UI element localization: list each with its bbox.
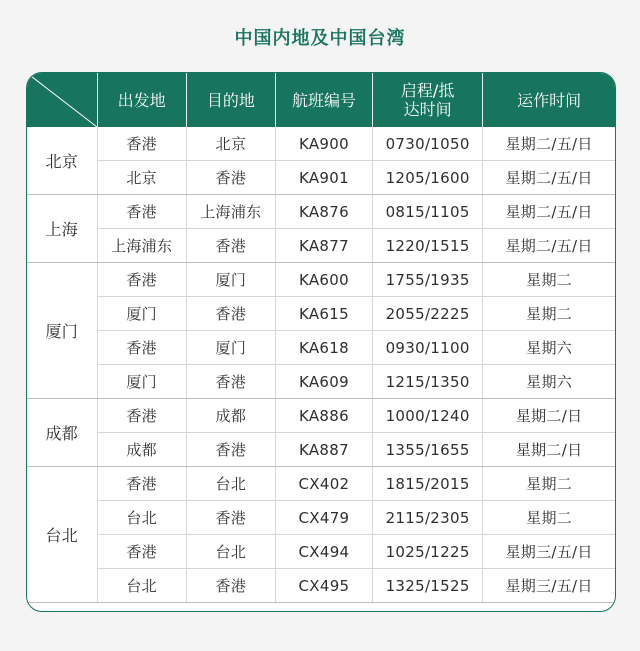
table-row: [27, 229, 615, 263]
header-destination: 目的地: [186, 73, 275, 127]
operating-days-cell: 星期三/五/日: [483, 535, 615, 569]
header-departure-arrival-time: [373, 73, 483, 127]
table-row: [27, 467, 615, 501]
header-flight-number: 航班编号: [275, 73, 372, 127]
time-cell: 1025/1225: [373, 535, 483, 569]
page-title: 中国内地及中国台湾: [234, 28, 406, 49]
departure-cell: 台北: [97, 501, 186, 535]
flight-number-cell: KA901: [275, 161, 372, 195]
operating-days-cell: 星期六: [483, 331, 615, 365]
departure-cell: 香港: [97, 127, 186, 161]
time-cell: 2055/2225: [373, 297, 483, 331]
operating-days-cell: 星期二/日: [483, 399, 615, 433]
operating-days-cell: 星期二/五/日: [483, 127, 615, 161]
header-departure: 出发地: [97, 73, 186, 127]
table-row: [27, 331, 615, 365]
operating-days-cell: 星期二/五/日: [483, 195, 615, 229]
flight-number-cell: KA600: [275, 263, 372, 297]
departure-cell: 北京: [97, 161, 186, 195]
table-row: [27, 501, 615, 535]
time-cell: 1755/1935: [373, 263, 483, 297]
header-operating-days: 运作时间: [483, 73, 615, 127]
flight-number-cell: KA900: [275, 127, 372, 161]
city-cell: 上海: [27, 195, 97, 263]
table-row: [27, 365, 615, 399]
table-body: [27, 127, 615, 603]
destination-cell: 台北: [186, 535, 275, 569]
flight-number-cell: KA877: [275, 229, 372, 263]
table-row: [27, 297, 615, 331]
destination-cell: 上海浦东: [186, 195, 275, 229]
departure-cell: 香港: [97, 399, 186, 433]
table-row: [27, 399, 615, 433]
operating-days-cell: 星期二/五/日: [483, 161, 615, 195]
time-cell: 0815/1105: [373, 195, 483, 229]
flight-number-cell: CX495: [275, 569, 372, 603]
destination-cell: 香港: [186, 433, 275, 467]
time-cell: 1205/1600: [373, 161, 483, 195]
table-row: [27, 127, 615, 161]
departure-cell: 厦门: [97, 365, 186, 399]
destination-cell: 香港: [186, 569, 275, 603]
time-cell: 0930/1100: [373, 331, 483, 365]
time-cell: 1815/2015: [373, 467, 483, 501]
diagonal-line-icon: [27, 73, 97, 127]
destination-cell: 香港: [186, 501, 275, 535]
header-time-label: 启程/抵达时间: [400, 81, 455, 119]
departure-cell: 台北: [97, 569, 186, 603]
destination-cell: 北京: [186, 127, 275, 161]
operating-days-cell: 星期六: [483, 365, 615, 399]
time-cell: 1220/1515: [373, 229, 483, 263]
departure-cell: 香港: [97, 263, 186, 297]
departure-cell: 成都: [97, 433, 186, 467]
city-cell: 成都: [27, 399, 97, 467]
destination-cell: 香港: [186, 229, 275, 263]
destination-cell: 香港: [186, 297, 275, 331]
destination-cell: 香港: [186, 365, 275, 399]
time-cell: 1325/1525: [373, 569, 483, 603]
destination-cell: 厦门: [186, 331, 275, 365]
operating-days-cell: 星期二/五/日: [483, 229, 615, 263]
flight-number-cell: KA609: [275, 365, 372, 399]
table-row: [27, 433, 615, 467]
flight-number-cell: CX402: [275, 467, 372, 501]
departure-cell: 厦门: [97, 297, 186, 331]
table-row: [27, 161, 615, 195]
time-cell: 2115/2305: [373, 501, 483, 535]
time-cell: 0730/1050: [373, 127, 483, 161]
city-cell: 厦门: [27, 263, 97, 399]
header-row: [27, 73, 615, 127]
time-cell: 1000/1240: [373, 399, 483, 433]
table-row: [27, 195, 615, 229]
flight-schedule-table: [26, 72, 616, 612]
operating-days-cell: 星期二: [483, 467, 615, 501]
departure-cell: 香港: [97, 467, 186, 501]
corner-diagonal-cell: [27, 73, 97, 127]
flight-number-cell: KA886: [275, 399, 372, 433]
time-cell: 1215/1350: [373, 365, 483, 399]
flight-number-cell: KA615: [275, 297, 372, 331]
destination-cell: 成都: [186, 399, 275, 433]
departure-cell: 香港: [97, 331, 186, 365]
operating-days-cell: 星期二: [483, 263, 615, 297]
destination-cell: 台北: [186, 467, 275, 501]
operating-days-cell: 星期二: [483, 501, 615, 535]
flight-number-cell: CX479: [275, 501, 372, 535]
departure-cell: 上海浦东: [97, 229, 186, 263]
operating-days-cell: 星期二/日: [483, 433, 615, 467]
flight-number-cell: KA876: [275, 195, 372, 229]
flight-number-cell: KA887: [275, 433, 372, 467]
flight-number-cell: KA618: [275, 331, 372, 365]
city-cell: 台北: [27, 467, 97, 603]
time-cell: 1355/1655: [373, 433, 483, 467]
destination-cell: 香港: [186, 161, 275, 195]
operating-days-cell: 星期三/五/日: [483, 569, 615, 603]
departure-cell: 香港: [97, 195, 186, 229]
destination-cell: 厦门: [186, 263, 275, 297]
departure-cell: 香港: [97, 535, 186, 569]
table-row: [27, 535, 615, 569]
operating-days-cell: 星期二: [483, 297, 615, 331]
table-row: [27, 569, 615, 603]
city-cell: 北京: [27, 127, 97, 195]
flight-number-cell: CX494: [275, 535, 372, 569]
table-row: [27, 263, 615, 297]
